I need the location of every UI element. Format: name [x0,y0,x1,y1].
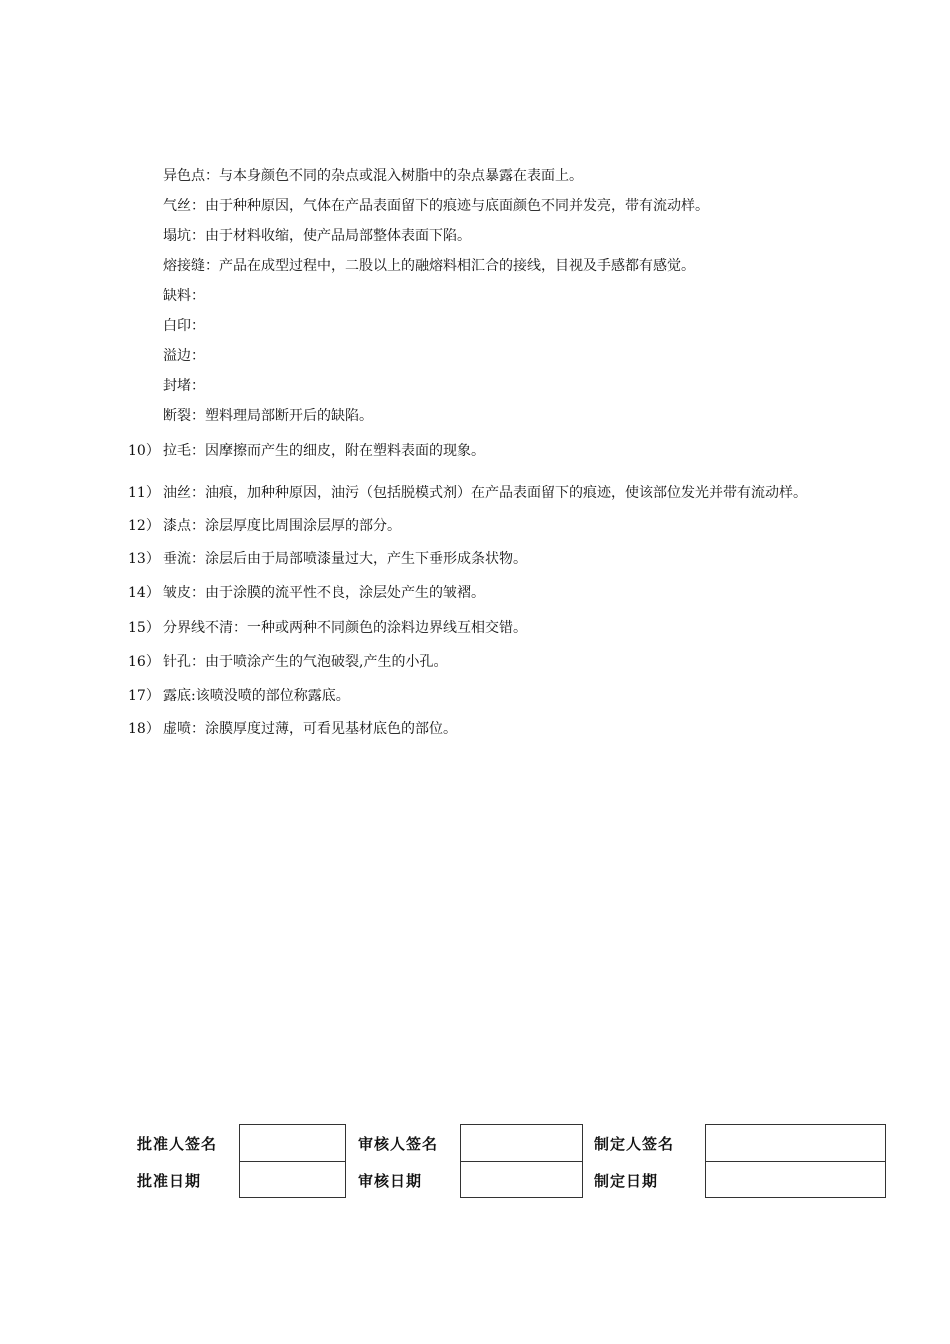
approver-date-label: 批准日期 [137,1172,202,1190]
reviewer-date-field[interactable] [460,1161,583,1198]
item-text: 露底:该喷没喷的部位称露底。 [163,688,350,704]
reviewer-date-label: 审核日期 [358,1172,423,1190]
maker-sign-label: 制定人签名 [594,1135,675,1153]
item-number: 13） [128,551,160,567]
item-text: 虚喷：涂膜厚度过薄，可看见基材底色的部位。 [163,721,457,737]
approver-sign-label: 批准人签名 [137,1135,218,1153]
definition-line: 断裂：塑料理局部断开后的缺陷。 [163,408,373,424]
reviewer-sign-label: 审核人签名 [358,1135,439,1153]
item-text: 分界线不清：一种或两种不同颜色的涂料边界线互相交错。 [163,620,527,636]
definition-line: 封堵： [163,378,205,394]
reviewer-sign-field[interactable] [460,1124,583,1162]
item-number: 15） [128,620,160,636]
definition-line: 溢边： [163,348,205,364]
definition-line: 熔接缝：产品在成型过程中，二股以上的融熔料相汇合的接线，目视及手感都有感觉。 [163,258,695,274]
maker-date-label: 制定日期 [594,1172,659,1190]
definition-line: 缺料： [163,288,205,304]
maker-sign-field[interactable] [705,1124,886,1162]
item-text: 垂流：涂层后由于局部喷漆量过大，产生下垂形成条状物。 [163,551,527,567]
item-text: 漆点：涂层厚度比周围涂层厚的部分。 [163,518,401,534]
definition-line: 塌坑：由于材料收缩，使产品局部整体表面下陷。 [163,228,471,244]
item-number: 10） [128,443,160,459]
item-text: 油丝：油痕，加种种原因，油污（包括脱模式剂）在产品表面留下的痕迹，使该部位发光并带有流动样。 [163,485,807,501]
approver-sign-field[interactable] [239,1124,346,1162]
item-text: 皱皮：由于涂膜的流平性不良，涂层处产生的皱褶。 [163,585,485,601]
item-number: 18） [128,721,160,737]
item-text: 拉毛：因摩擦而产生的细皮，附在塑料表面的现象。 [163,443,485,459]
item-text: 针孔：由于喷涂产生的气泡破裂,产生的小孔。 [163,654,448,670]
maker-date-field[interactable] [705,1161,886,1198]
item-number: 16） [128,654,160,670]
approver-date-field[interactable] [239,1161,346,1198]
item-number: 17） [128,688,160,704]
item-number: 11） [128,485,160,501]
definition-line: 异色点：与本身颜色不同的杂点或混入树脂中的杂点暴露在表面上。 [163,168,583,184]
definition-line: 白印： [163,318,205,334]
item-number: 14） [128,585,160,601]
definition-line: 气丝：由于种种原因，气体在产品表面留下的痕迹与底面颜色不同并发亮，带有流动样。 [163,198,709,214]
item-number: 12） [128,518,160,534]
